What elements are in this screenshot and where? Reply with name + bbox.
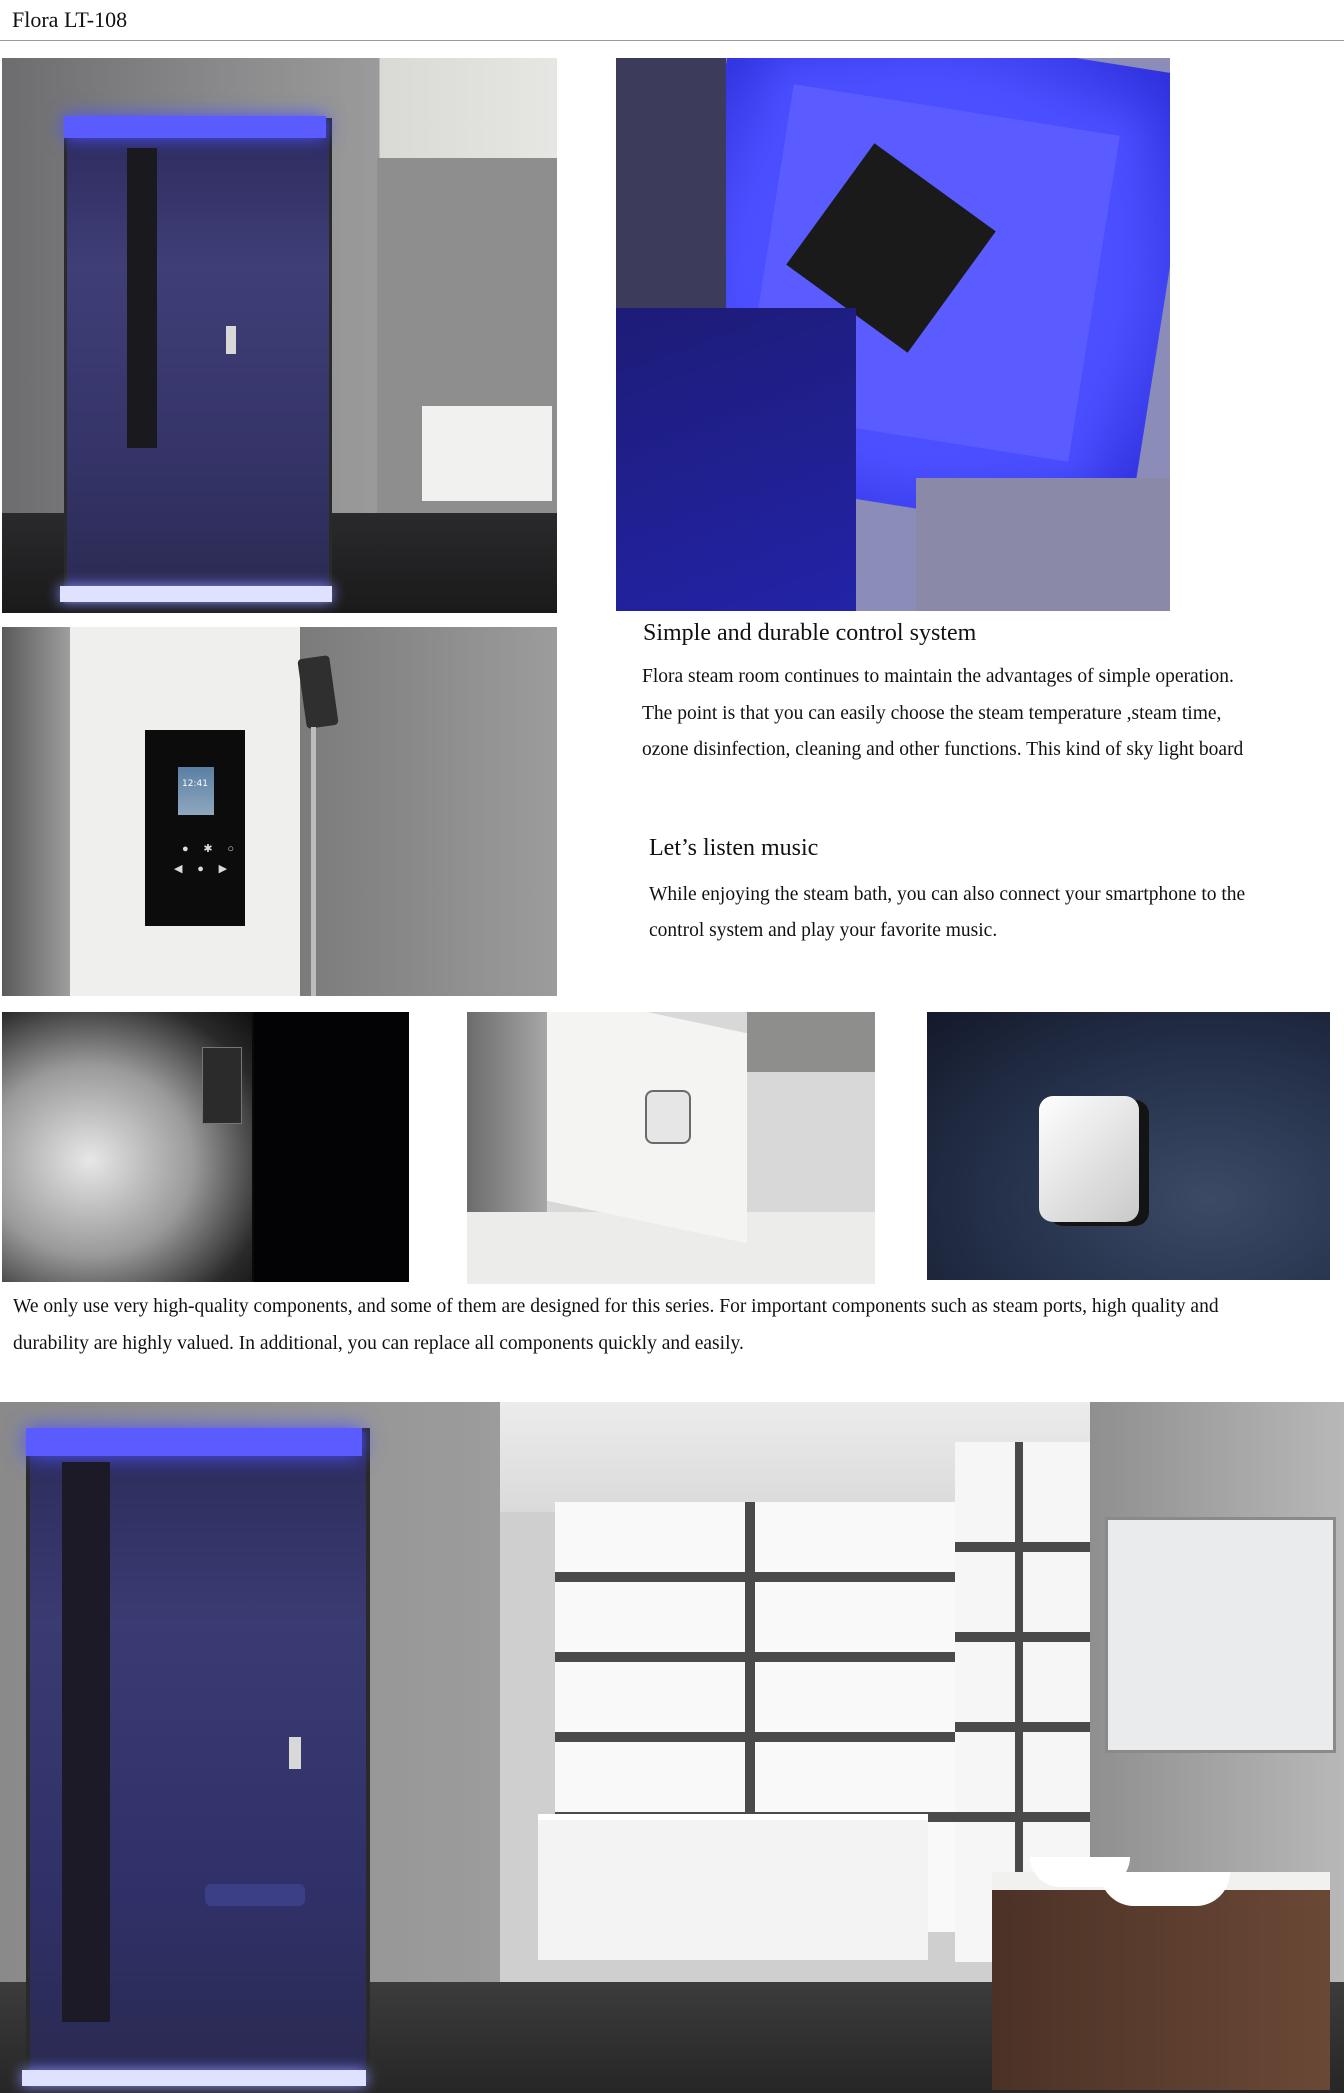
shower-panel — [62, 1462, 110, 2022]
shower-panel — [127, 148, 157, 448]
screen-time: 12:41 — [182, 779, 208, 789]
left-wall — [2, 627, 70, 996]
bathroom-scene-photo — [0, 1402, 1344, 2093]
ceiling-light-photo — [616, 58, 1170, 611]
stone-wall — [300, 627, 557, 996]
door-handle — [289, 1737, 301, 1769]
steam-port — [202, 1047, 242, 1124]
ceiling-light-glow — [26, 1428, 362, 1456]
chrome-fitting — [645, 1090, 691, 1144]
steam-cabin-photo — [2, 58, 557, 613]
components-line-2: durability are highly valued. In additional, you can replace all components quickly and easily. — [13, 1333, 744, 1354]
control-line-2: The point is that you can easily choose the steam temperature ,steam time, — [642, 703, 1222, 724]
bathtub — [538, 1814, 928, 1960]
vessel-sink — [1100, 1872, 1230, 1906]
cabin-glass — [64, 118, 332, 604]
base-light-glow — [60, 586, 332, 602]
white-bench — [422, 406, 552, 501]
components-line-1: We only use very high-quality components, and some of them are designed for this series. For important components such as steam ports, high quality and — [13, 1296, 1219, 1317]
control-line-3: ozone disinfection, cleaning and other functions. This kind of sky light board — [642, 739, 1244, 760]
ceiling-light-glow — [64, 116, 326, 138]
control-line-1: Flora steam room continues to maintain the advantages of simple operation. — [642, 666, 1234, 687]
component-closeup-photo — [927, 1012, 1330, 1280]
page-title: Flora LT-108 — [12, 7, 128, 32]
panel-nav-row: ◀ ● ▶ — [174, 863, 234, 875]
folding-seat — [205, 1884, 305, 1906]
mirror — [1105, 1517, 1336, 1753]
chrome-component — [1039, 1096, 1139, 1222]
ceiling-corner — [616, 58, 726, 328]
music-line-2: control system and play your favorite music. — [649, 920, 998, 941]
door-handle — [226, 326, 236, 354]
control-panel — [145, 730, 245, 926]
dark-glass — [254, 1012, 409, 1282]
wall-fitting-photo — [467, 1012, 875, 1284]
control-panel-photo — [2, 627, 557, 996]
blue-lit-wall — [616, 308, 856, 611]
music-line-1: While enjoying the steam bath, you can also connect your smartphone to the — [649, 884, 1246, 905]
page-header — [0, 0, 1344, 41]
control-screen — [178, 767, 214, 815]
back-wall — [747, 1012, 875, 1072]
steam-outlet-photo — [2, 1012, 409, 1282]
base-light-glow — [22, 2070, 366, 2086]
lower-wall — [916, 478, 1170, 611]
shower-hose — [311, 727, 316, 996]
music-heading: Let’s listen music — [649, 835, 819, 861]
control-heading: Simple and durable control system — [643, 620, 977, 646]
panel-buttons-row: ● ✱ ○ — [182, 843, 241, 855]
